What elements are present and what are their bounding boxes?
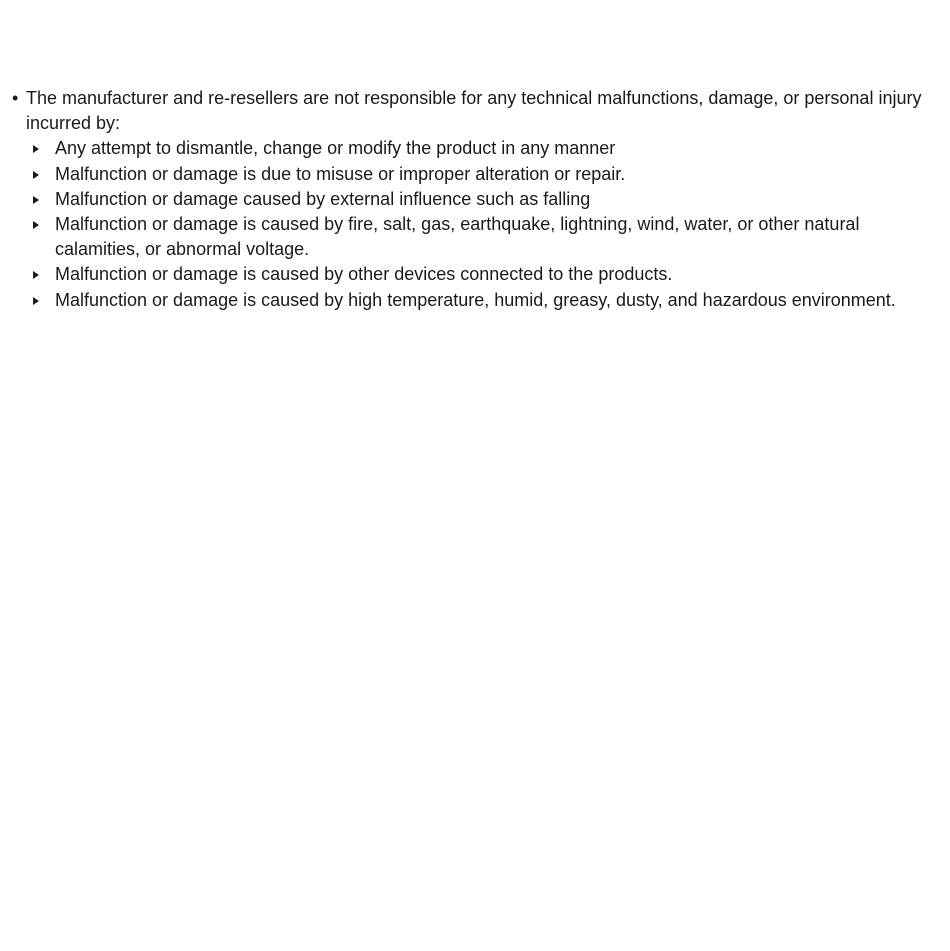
list-item <box>12 262 932 287</box>
list-item-text: Malfunction or damage is caused by fire, salt, gas, earthquake, lightning, wind, water, or other natural calamities, or abnormal voltage. <box>55 214 860 260</box>
list-item-text: Malfunction or damage is caused by other devices connected to the products. <box>55 264 673 285</box>
list-item <box>12 162 932 187</box>
triangle-bullet-icon <box>33 196 39 204</box>
list-item <box>12 212 932 262</box>
triangle-bullet-icon <box>33 145 39 153</box>
disclaimer-list <box>12 136 932 312</box>
disclaimer-intro-text: The manufacturer and re-resellers are not responsible for any technical malfunctions, damage, or personal injury incurred by: <box>26 88 922 134</box>
disclaimer-document <box>12 86 932 313</box>
bullet-icon: • <box>12 88 19 108</box>
triangle-bullet-icon <box>33 171 39 179</box>
list-item-text: Malfunction or damage caused by external influence such as falling <box>55 188 591 209</box>
triangle-bullet-icon <box>33 271 39 279</box>
disclaimer-intro <box>12 86 932 136</box>
triangle-bullet-icon <box>33 297 39 305</box>
list-item-text: Malfunction or damage is due to misuse or improper alteration or repair. <box>55 163 626 184</box>
list-item-text: Any attempt to dismantle, change or modify the product in any manner <box>55 138 616 159</box>
list-item <box>12 288 932 313</box>
list-item-text: Malfunction or damage is caused by high temperature, humid, greasy, dusty, and hazardous environment. <box>55 289 896 310</box>
list-item <box>12 187 932 212</box>
list-item <box>12 136 932 161</box>
triangle-bullet-icon <box>33 221 39 229</box>
